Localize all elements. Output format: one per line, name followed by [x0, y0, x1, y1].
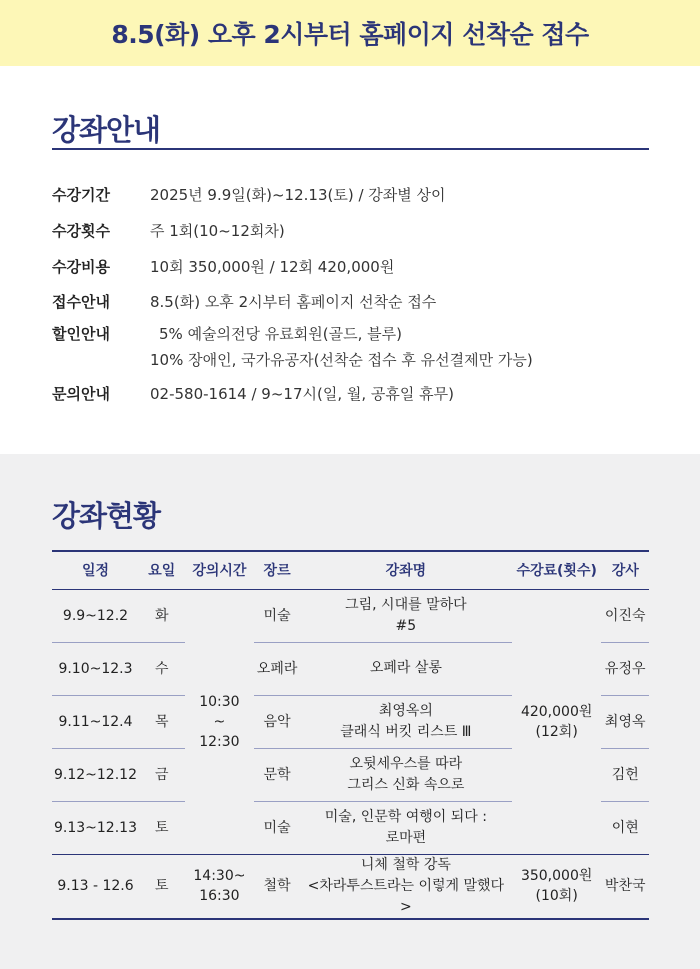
title-cell	[300, 589, 512, 642]
schedule-cell: 9.11~12.4	[52, 695, 139, 748]
day-cell: 금	[139, 748, 185, 801]
schedule-cell: 9.12~12.12	[52, 748, 139, 801]
fee-count: (12회)	[535, 723, 578, 740]
title-line: 최영옥의	[378, 702, 433, 719]
info-value: 주 1회(10~12회차)	[150, 222, 285, 240]
time-start: 10:30	[199, 693, 240, 710]
title-line: 미술, 인문학 여행이 되다 :	[324, 808, 487, 825]
header-day: 요일	[139, 551, 185, 589]
header-genre: 장르	[254, 551, 300, 589]
info-label: 접수안내	[52, 293, 110, 311]
fee-count: (10회)	[535, 888, 578, 904]
day-cell: 화	[139, 589, 185, 642]
info-label: 수강기간	[52, 186, 110, 204]
genre-cell: 미술	[254, 589, 300, 642]
info-label: 수강횟수	[52, 222, 110, 240]
time-start: 14:30~	[193, 868, 246, 884]
info-label: 문의안내	[52, 385, 110, 403]
day-cell: 목	[139, 695, 185, 748]
info-row-sessions	[52, 218, 649, 254]
info-value: 8.5(화) 오후 2시부터 홈페이지 선착순 접수	[150, 293, 437, 311]
info-row-registration	[52, 289, 649, 321]
title-line: <차라투스트라는 이렇게 말했다>	[307, 877, 505, 915]
genre-cell: 철학	[254, 854, 300, 919]
info-label: 수강비용	[52, 258, 110, 276]
course-info-section	[0, 66, 700, 454]
info-value: 10회 350,000원 / 12회 420,000원	[150, 258, 395, 276]
title-line: 로마편	[385, 829, 427, 846]
info-value: 2025년 9.9일(화)~12.13(토) / 강좌별 상이	[150, 186, 446, 204]
time-end: 12:30	[199, 733, 240, 750]
course-table	[52, 550, 649, 920]
registration-banner	[0, 0, 700, 66]
instructor-cell: 이진숙	[601, 589, 649, 642]
header-time: 강의시간	[185, 551, 255, 589]
schedule-cell: 9.9~12.2	[52, 589, 139, 642]
table-header-row	[52, 551, 649, 589]
schedule-cell: 9.13 - 12.6	[52, 854, 139, 919]
title-line: 클래식 버킷 리스트 Ⅲ	[340, 723, 472, 740]
table-row	[52, 854, 649, 919]
header-title: 강좌명	[300, 551, 512, 589]
info-row-period	[52, 182, 649, 218]
genre-cell: 미술	[254, 801, 300, 854]
time-sep: ~	[213, 713, 226, 730]
time-cell	[185, 589, 255, 854]
instructor-cell: 박찬국	[601, 854, 649, 919]
info-value	[150, 321, 533, 373]
title-cell: 오페라 살롱	[300, 642, 512, 695]
genre-cell: 오페라	[254, 642, 300, 695]
title-divider	[52, 148, 649, 150]
day-cell: 토	[139, 801, 185, 854]
info-row-fee	[52, 254, 649, 289]
info-list	[52, 182, 649, 411]
instructor-cell: 최영옥	[601, 695, 649, 748]
title-cell	[300, 695, 512, 748]
genre-cell: 음악	[254, 695, 300, 748]
header-instructor: 강사	[601, 551, 649, 589]
header-fee: 수강료(횟수)	[512, 551, 602, 589]
info-row-discount	[52, 321, 649, 381]
title-line: 니체 철학 강독	[360, 856, 451, 873]
course-info-title: 강좌안내	[52, 113, 161, 147]
instructor-cell: 김헌	[601, 748, 649, 801]
banner-text: 8.5(화) 오후 2시부터 홈페이지 선착순 접수	[111, 20, 589, 49]
course-status-title: 강좌현황	[52, 499, 161, 533]
schedule-cell: 9.10~12.3	[52, 642, 139, 695]
table-row	[52, 589, 649, 642]
header-schedule: 일정	[52, 551, 139, 589]
day-cell: 토	[139, 854, 185, 919]
title-cell	[300, 801, 512, 854]
title-cell	[300, 748, 512, 801]
info-value: 02-580-1614 / 9~17시(일, 월, 공휴일 휴무)	[150, 385, 454, 403]
fee-cell	[512, 589, 602, 854]
info-row-contact	[52, 381, 649, 411]
genre-cell: 문학	[254, 748, 300, 801]
course-status-section	[0, 454, 700, 969]
fee-cell	[512, 854, 602, 919]
discount-line: 5% 예술의전당 유료회원(골드, 블루)	[159, 325, 402, 343]
day-cell: 수	[139, 642, 185, 695]
fee-amount: 420,000원	[520, 703, 593, 720]
info-label: 할인안내	[52, 325, 110, 343]
title-line: 오뒷세우스를 따라	[349, 755, 463, 772]
time-end: 16:30	[199, 888, 240, 904]
discount-line: 10% 장애인, 국가유공자(선착순 접수 후 유선결제만 가능)	[150, 351, 533, 369]
schedule-cell: 9.13~12.13	[52, 801, 139, 854]
title-line: #5	[395, 617, 417, 634]
time-cell	[185, 854, 255, 919]
instructor-cell: 유정우	[601, 642, 649, 695]
fee-amount: 350,000원	[520, 868, 593, 884]
title-cell	[300, 854, 512, 919]
title-line: 그리스 신화 속으로	[347, 776, 465, 793]
title-line: 그림, 시대를 말하다	[345, 596, 467, 613]
instructor-cell: 이현	[601, 801, 649, 854]
